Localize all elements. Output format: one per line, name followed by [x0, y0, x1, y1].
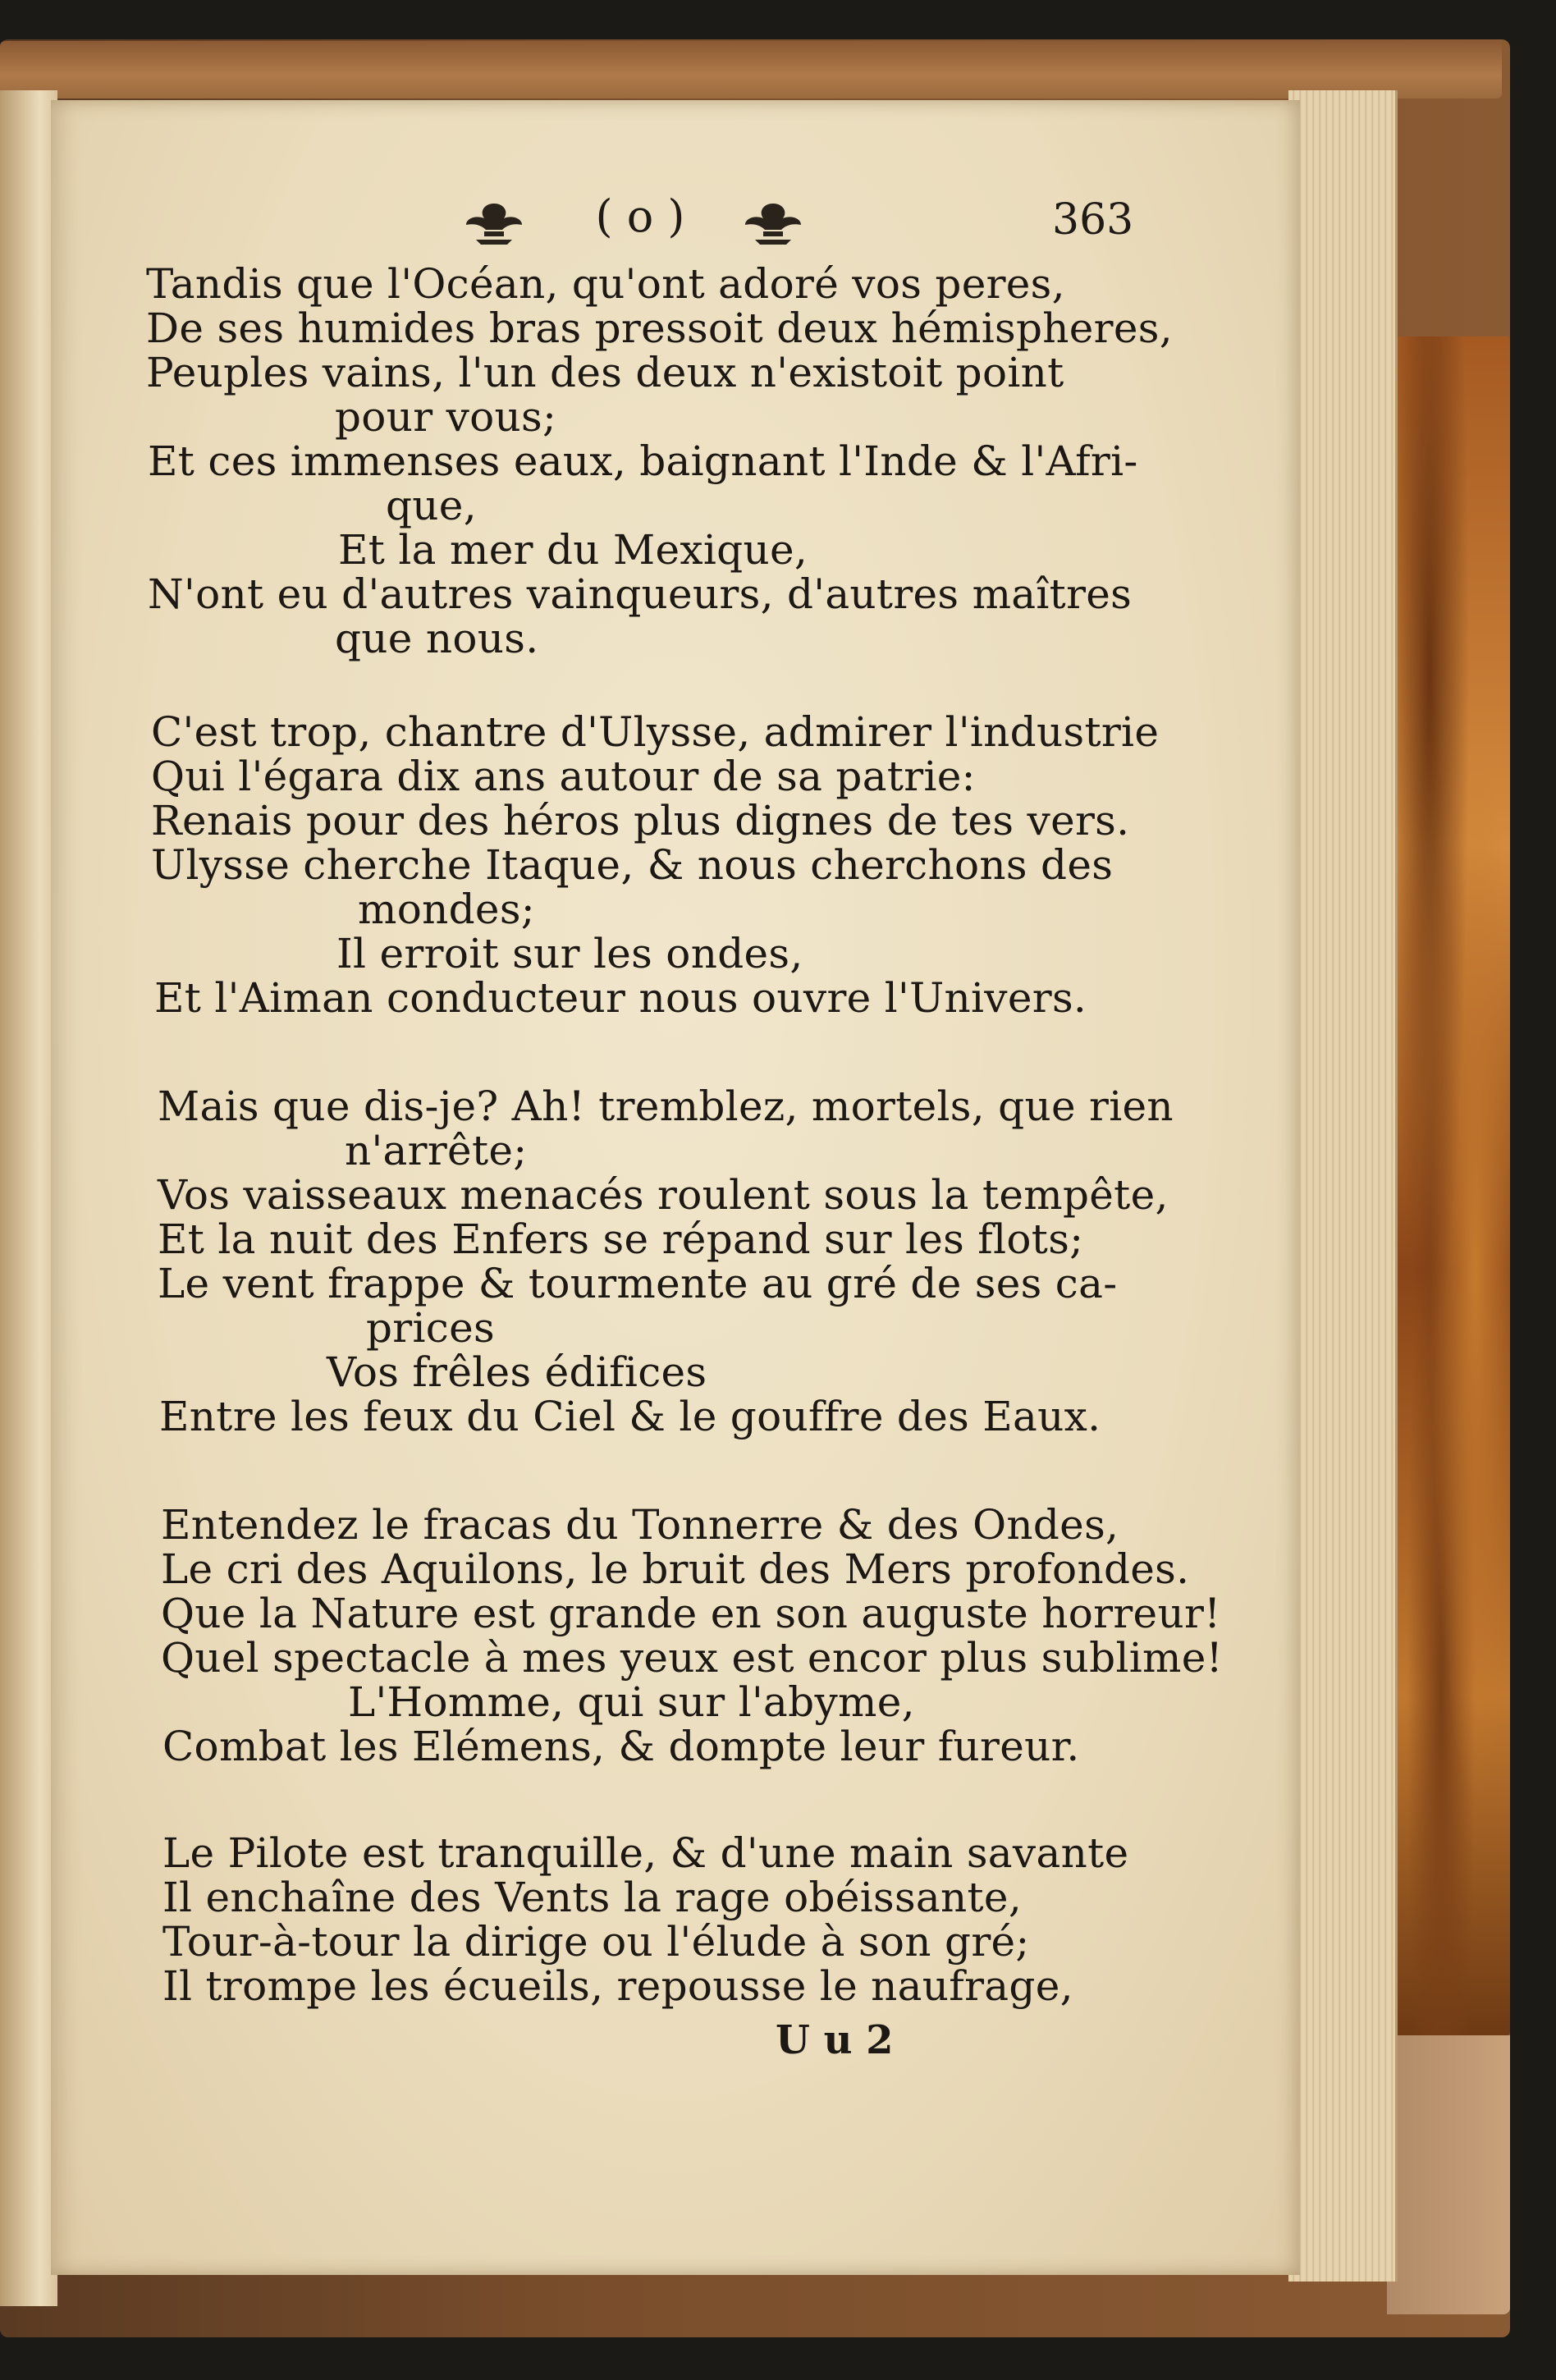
poem-line: Vos vaisseaux menacés roulent sous la tempête, [158, 1171, 1169, 1219]
poem-line: Vos frêles édifices [327, 1348, 707, 1396]
page-number: 363 [1052, 195, 1134, 245]
poem-line: Mais que dis-je? Ah! tremblez, mortels, que rien [158, 1082, 1174, 1130]
poem-line: Que la Nature est grande en son auguste horreur! [161, 1590, 1221, 1637]
poem-line: Qui l'égara dix ans autour de sa patrie: [151, 753, 976, 800]
poem-line: Entendez le fracas du Tonnerre & des Ondes, [161, 1501, 1119, 1549]
poem-line: Ulysse cherche Itaque, & nous cherchons des [151, 841, 1114, 889]
poem-line: L'Homme, qui sur l'abyme, [348, 1678, 915, 1726]
poem-line: pour vous; [335, 393, 557, 441]
poem-line: mondes; [358, 886, 535, 933]
poem-line: Le Pilote est tranquille, & d'une main savante [162, 1829, 1129, 1877]
poem-line: prices [366, 1304, 495, 1352]
poem-line: Combat les Elémens, & dompte leur fureur. [162, 1723, 1080, 1770]
folio-mark: ( o ) [595, 190, 685, 242]
poem-line: Et la mer du Mexique, [338, 526, 808, 574]
poem-line: N'ont eu d'autres vainqueurs, d'autres maîtres [148, 570, 1133, 618]
poem-line: Il trompe les écueils, repousse le naufrage, [162, 1962, 1073, 2010]
poem-line: Tandis que l'Océan, qu'ont adoré vos peres, [146, 260, 1065, 308]
poem-line: Peuples vains, l'un des deux n'existoit point [146, 349, 1064, 396]
poem-line: n'arrête; [345, 1127, 528, 1174]
poem-line: Et ces immenses eaux, baignant l'Inde & l'Afri- [148, 437, 1138, 485]
poem-line: Et la nuit des Enfers se répand sur les flots; [158, 1215, 1084, 1263]
poem-line: Et l'Aiman conducteur nous ouvre l'Univers. [154, 974, 1087, 1022]
poem-line: que nous. [335, 615, 539, 662]
poem-line: Quel spectacle à mes yeux est encor plus sublime! [161, 1634, 1224, 1682]
poem-line: que, [386, 482, 477, 529]
poem-line: De ses humides bras pressoit deux hémispheres, [146, 304, 1173, 352]
signature-mark: U u 2 [776, 2017, 894, 2063]
poem-line: Renais pour des héros plus dignes de tes vers. [151, 797, 1130, 844]
poem-line: Le cri des Aquilons, le bruit des Mers profondes. [161, 1545, 1190, 1593]
poem-line: Tour-à-tour la dirige ou l'élude à son gré; [162, 1918, 1030, 1966]
poem-line: C'est trop, chantre d'Ulysse, admirer l'industrie [151, 708, 1160, 756]
poem-line: Il enchaîne des Vents la rage obéissante, [162, 1874, 1023, 1921]
poem-line: Le vent frappe & tourmente au gré de ses ca- [158, 1260, 1118, 1307]
poem-line: Entre les feux du Ciel & le gouffre des Eaux. [159, 1393, 1101, 1440]
poem-line: Il erroit sur les ondes, [336, 930, 803, 977]
